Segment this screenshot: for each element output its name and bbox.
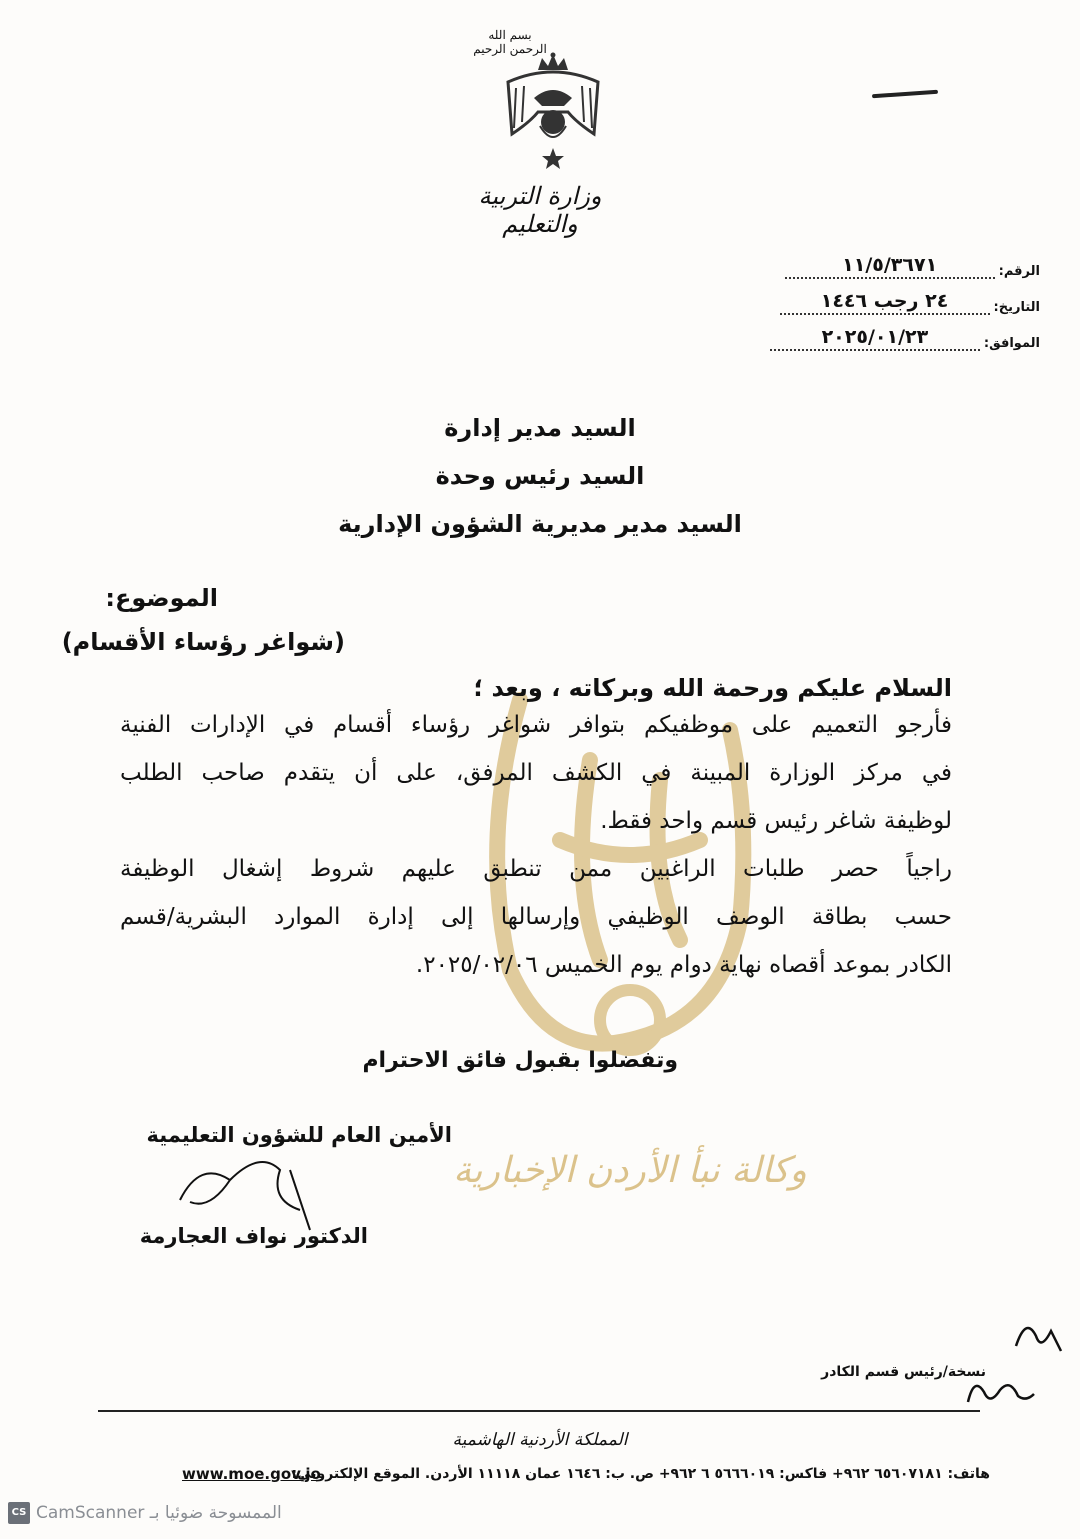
reference-number-label: الرقم:	[998, 264, 1040, 279]
basmala-text: بسم الله الرحمن الرحيم	[473, 28, 547, 56]
reference-number-row	[785, 254, 1040, 279]
camscanner-caption: الممسوحة ضوئيا بـ CamScanner	[36, 1503, 282, 1523]
addressee-2: السيد رئيس وحدة	[435, 462, 645, 490]
body-paragraph-2-line-2: حسب بطاقة الوصف الوظيفي وإرسالها إلى إدارة الموارد البشرية/قسم	[120, 904, 952, 930]
footer-divider	[98, 1410, 980, 1412]
handwritten-initial	[1006, 1306, 1066, 1356]
ministry-name: وزارة التربية والتعليم	[478, 182, 602, 238]
footer-contact: هاتف: ٦٥٦٠٧١٨١ ٩٦٢+ فاكس: ٥٦٦٦٠١٩ ٦ ٩٦٢+ ص. ب: ١٦٤٦ عمان ١١١١٨ الأردن. الموقع الإلكتروني:	[291, 1466, 990, 1482]
subject-title: (شواغر رؤساء الأقسام)	[61, 628, 345, 656]
reference-corresponding-row	[770, 326, 1040, 351]
handwritten-scribble	[960, 1372, 1040, 1408]
subject-label: الموضوع:	[105, 584, 218, 612]
signatory-position: الأمين العام للشؤون التعليمية	[146, 1123, 452, 1147]
reference-number-value: ١١/٥/٣٦٧١	[785, 254, 995, 279]
addressee-1: السيد مدير إدارة	[444, 414, 636, 442]
body-paragraph-2-line-3: الكادر بموعد أقصاه نهاية دوام يوم الخميس ٢٠٢٥/٠٢/٠٦.	[415, 952, 952, 978]
watermark-text: وكالة نبأ الأردن الإخبارية	[453, 1150, 807, 1191]
closing-text: وتفضلوا بقبول فائق الاحترام	[362, 1048, 678, 1073]
reference-date-label: التاريخ:	[993, 300, 1040, 315]
royal-crest-icon	[498, 52, 608, 170]
body-paragraph-2-line-1: راجياً حصر طلبات الراغبين ممن تنطبق عليهم شروط إشغال الوظيفة	[120, 856, 952, 882]
reference-corresponding-label: الموافق:	[983, 336, 1040, 351]
body-paragraph-1-line-1: فأرجو التعميم على موظفيكم بتوافر شواغر رؤساء أقسام في الإدارات الفنية	[120, 712, 952, 738]
kingdom-name: المملكة الأردنية الهاشمية	[452, 1430, 628, 1450]
camscanner-badge-icon: CS	[8, 1502, 30, 1524]
greeting: السلام عليكم ورحمة الله وبركاته ، وبعد ؛	[473, 674, 952, 702]
handwritten-dash	[872, 90, 938, 99]
reference-date-value: ٢٤ رجب ١٤٤٦	[780, 290, 990, 315]
footer-website-link[interactable]: www.moe.gov.jo	[182, 1465, 321, 1483]
body-paragraph-1-line-2: في مركز الوزارة المبينة في الكشف المرفق، على أن يتقدم صاحب الطلب	[120, 760, 952, 786]
addressee-3: السيد مدير مديرية الشؤون الإدارية	[338, 510, 742, 538]
reference-corresponding-value: ٢٠٢٥/٠١/٢٣	[770, 326, 980, 351]
reference-date-row	[780, 290, 1040, 315]
signatory-name: الدكتور نواف العجارمة	[139, 1224, 368, 1248]
copy-note: نسخة/رئيس قسم الكادر	[821, 1364, 986, 1380]
body-paragraph-1-line-3: لوظيفة شاغر رئيس قسم واحد فقط.	[600, 808, 952, 834]
